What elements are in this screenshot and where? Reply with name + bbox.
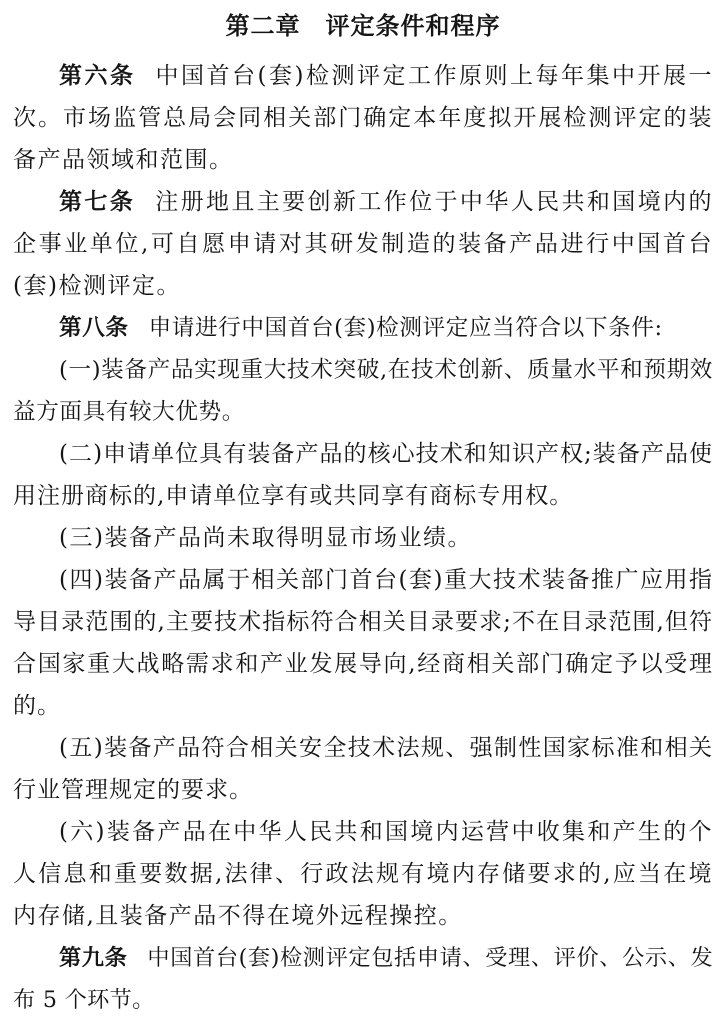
article-6-text: 中国首台(套)检测评定工作原则上每年集中开展一次。市场监管总局会同相关部门确定本年度拟开展检测评定的装备产品领域和范围。	[13, 63, 714, 173]
article-7-number: 第七条	[59, 188, 136, 215]
article-8-item-1-text: (一)装备产品实现重大技术突破,在技术创新、质量水平和预期效益方面具有较大优势。	[13, 357, 713, 425]
article-8-item-2	[13, 433, 713, 517]
article-7-text: 注册地且主要创新工作位于中华人民共和国境内的企事业单位,可自愿申请对其研发制造的装备产品进行中国首台(套)检测评定。	[13, 189, 713, 299]
article-9-text: 中国首台(套)检测评定包括申请、受理、评价、公示、发布 5 个环节。	[13, 945, 713, 1013]
article-8-item-4-text: (四)装备产品属于相关部门首台(套)重大技术装备推广应用指导目录范围的,主要技术指标符合相关目录要求;不在目录范围,但符合国家重大战略需求和产业发展导向,经商相关部门确定予以受理的。	[13, 567, 713, 719]
article-8-item-5	[13, 727, 713, 811]
article-8-item-3	[13, 517, 713, 559]
article-8-item-1	[13, 349, 713, 433]
chapter-title: 第二章 评定条件和程序	[225, 11, 501, 40]
article-9-paragraph	[13, 937, 713, 1021]
article-8-text: 申请进行中国首台(套)检测评定应当符合以下条件:	[148, 315, 663, 341]
article-9-number: 第九条	[59, 945, 128, 971]
article-8-item-5-text: (五)装备产品符合相关安全技术法规、强制性国家标准和相关行业管理规定的要求。	[13, 735, 713, 803]
article-8-item-6-text: (六)装备产品在中华人民共和国境内运营中收集和产生的个人信息和重要数据,法律、行政法规有境内存储要求的,应当在境内存储,且装备产品不得在境外远程操控。	[13, 819, 713, 929]
article-6-paragraph	[13, 55, 713, 181]
article-8-paragraph	[13, 307, 713, 349]
article-8-number: 第八条	[59, 315, 129, 341]
article-8-item-6	[13, 811, 713, 937]
article-8-item-4	[13, 559, 713, 727]
article-8-item-2-text: (二)申请单位具有装备产品的核心技术和知识产权;装备产品使用注册商标的,申请单位享有或共同享有商标专用权。	[13, 441, 713, 509]
article-6-number: 第六条	[59, 62, 136, 89]
article-8-item-3-text: (三)装备产品尚未取得明显市场业绩。	[59, 525, 472, 551]
article-7-paragraph	[13, 181, 713, 307]
